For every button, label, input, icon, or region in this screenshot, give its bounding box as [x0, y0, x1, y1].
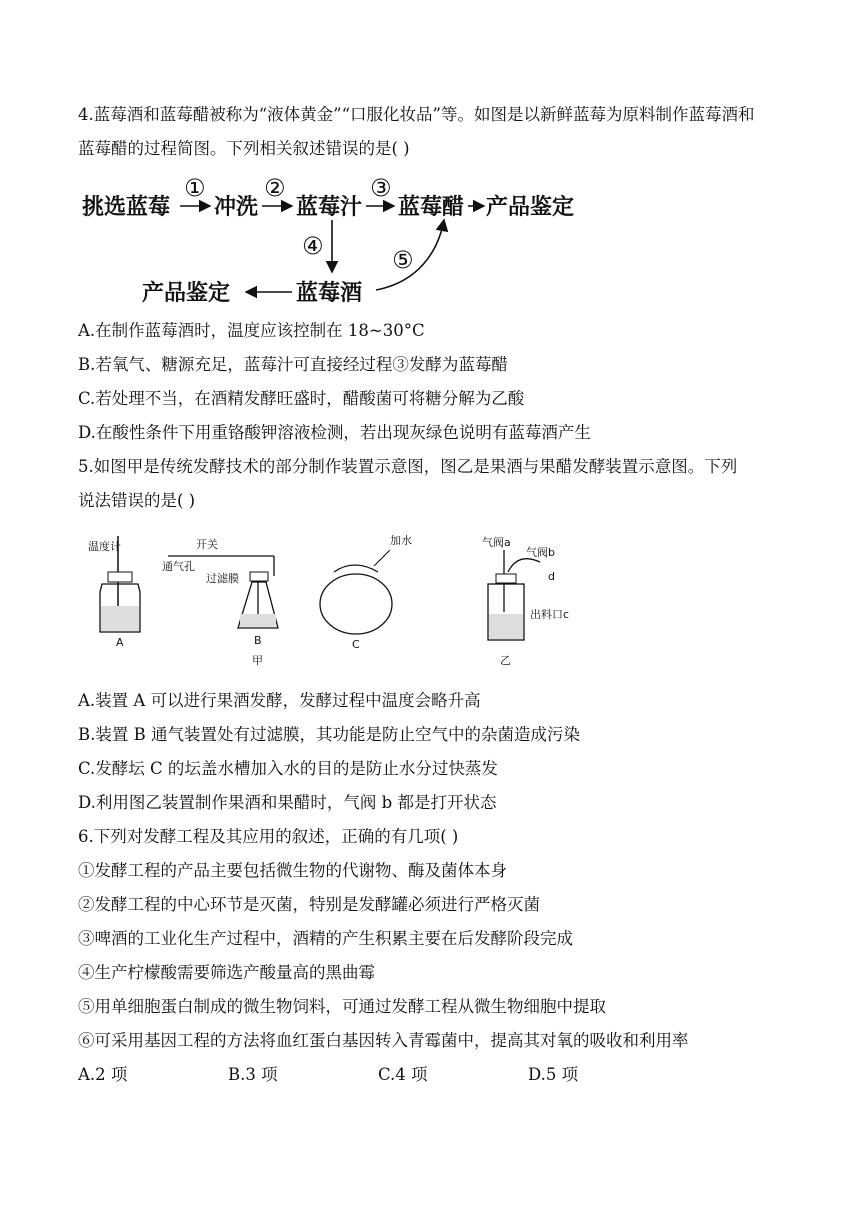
flow-step-1: ① — [184, 174, 206, 202]
flow-node-identify-1: 产品鉴定 — [486, 195, 575, 220]
label-c: C — [352, 638, 360, 651]
flow-node-select: 挑选蓝莓 — [82, 195, 171, 220]
q4-option-a: A.在制作蓝莓酒时，温度应该控制在 18~30°C — [78, 321, 425, 340]
flow-node-juice: 蓝莓汁 — [296, 195, 363, 220]
device-yi — [482, 535, 569, 667]
q6-item-5: ⑤用单细胞蛋白制成的微生物饲料，可通过发酵工程从微生物细胞中提取 — [78, 997, 606, 1016]
q5-option-a: A.装置 A 可以进行果酒发酵，发酵过程中温度会略升高 — [78, 691, 481, 710]
q4-option-b: B.若氧气、糖源充足，蓝莓汁可直接经过程③发酵为蓝莓醋 — [78, 355, 508, 374]
q5-option-b: B.装置 B 通气装置处有过滤膜，其功能是防止空气中的杂菌造成污染 — [78, 725, 580, 744]
q6-item-1: ①发酵工程的产品主要包括微生物的代谢物、酶及菌体本身 — [78, 861, 507, 880]
q5-stem-line1: 5.如图甲是传统发酵技术的部分制作装置示意图，图乙是果酒与果醋发酵装置示意图。下列 — [78, 457, 738, 476]
flow-node-rinse: 冲洗 — [214, 195, 259, 220]
q5-stem-line2: 说法错误的是( ) — [78, 491, 196, 510]
label-jia: 甲 — [252, 654, 263, 667]
flow-node-wine: 蓝莓酒 — [296, 281, 363, 306]
label-a: A — [116, 636, 124, 649]
q6-choice-b: B.3 项 — [228, 1065, 278, 1084]
valve-a-label: 气阀a — [482, 536, 511, 549]
q5-option-c: C.发酵坛 C 的坛盖水槽加入水的目的是防止水分过快蒸发 — [78, 759, 498, 778]
filter-label: 过滤膜 — [206, 572, 239, 585]
q4-stem-line2: 蓝莓醋的过程简图。下列相关叙述错误的是( ) — [78, 139, 410, 158]
flow-node-identify-2: 产品鉴定 — [142, 281, 231, 306]
q4-option-c: C.若处理不当，在酒精发酵旺盛时，醋酸菌可将糖分解为乙酸 — [78, 389, 525, 408]
q6-choice-c: C.4 项 — [378, 1065, 428, 1084]
label-yi: 乙 — [500, 654, 511, 667]
device-c — [320, 533, 412, 651]
water-label: 加水 — [390, 534, 412, 547]
label-b: B — [254, 634, 262, 647]
q6-choice-a: A.2 项 — [78, 1065, 128, 1084]
flow-step-4: ④ — [302, 232, 324, 260]
switch-label: 开关 — [196, 538, 218, 551]
q5-apparatus-figure — [78, 532, 598, 674]
q6-item-3: ③啤酒的工业化生产过程中，酒精的产生积累主要在后发酵阶段完成 — [78, 929, 573, 948]
outlet-label: 出料口c — [530, 608, 570, 621]
q4-stem-line1: 4.蓝莓酒和蓝莓醋被称为“液体黄金”“口服化妆品”等。如图是以新鲜蓝莓为原料制作蓝莓酒和 — [78, 105, 755, 124]
flow-step-3: ③ — [370, 174, 392, 202]
device-b — [162, 538, 278, 667]
valve-b-label: 气阀b — [526, 546, 555, 559]
q6-item-6: ⑥可采用基因工程的方法将血红蛋白基因转入青霉菌中，提高其对氧的吸收和利用率 — [78, 1031, 689, 1050]
q4-flow-diagram — [78, 172, 598, 312]
q6-item-2: ②发酵工程的中心环节是灭菌，特别是发酵罐必须进行严格灭菌 — [78, 895, 540, 914]
flow-step-2: ② — [264, 174, 286, 202]
q6-item-4: ④生产柠檬酸需要筛选产酸量高的黑曲霉 — [78, 963, 375, 982]
flow-step-5: ⑤ — [392, 246, 414, 274]
q6-stem: 6.下列对发酵工程及其应用的叙述，正确的有几项( ) — [78, 827, 459, 846]
d-label: d — [548, 570, 555, 583]
thermometer-label: 温度计 — [88, 540, 121, 553]
device-a — [88, 536, 140, 649]
q5-option-d: D.利用图乙装置制作果酒和果醋时，气阀 b 都是打开状态 — [78, 793, 497, 812]
vent-label: 通气孔 — [162, 560, 195, 573]
q6-choice-d: D.5 项 — [528, 1065, 579, 1084]
q4-option-d: D.在酸性条件下用重铬酸钾溶液检测，若出现灰绿色说明有蓝莓酒产生 — [78, 423, 591, 442]
flow-node-vinegar: 蓝莓醋 — [398, 195, 465, 220]
